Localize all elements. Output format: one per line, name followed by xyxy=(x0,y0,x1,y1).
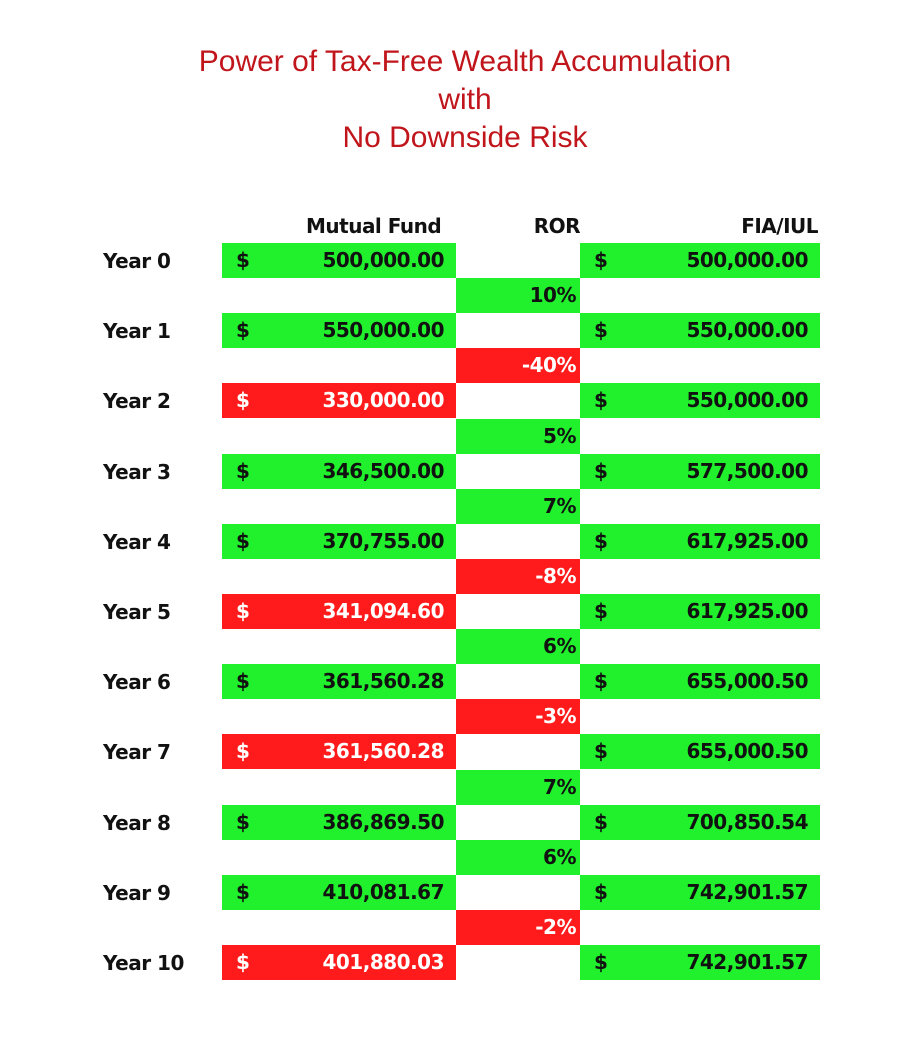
title-line-3: No Downside Risk xyxy=(342,121,588,154)
mutual-fund-value: 550,000.00 xyxy=(322,318,444,342)
ror-cell xyxy=(456,699,580,734)
fia-iul-cell xyxy=(580,243,820,278)
currency-symbol: $ xyxy=(594,248,608,272)
currency-symbol: $ xyxy=(236,318,250,342)
mutual-fund-value: 341,094.60 xyxy=(322,599,444,623)
year-label: Year 9 xyxy=(103,881,171,905)
column-header-mutual-fund: Mutual Fund xyxy=(306,214,442,238)
ror-value: 6% xyxy=(543,845,576,869)
currency-symbol: $ xyxy=(236,739,250,763)
ror-value: 7% xyxy=(543,494,576,518)
currency-symbol: $ xyxy=(236,459,250,483)
mutual-fund-cell xyxy=(222,664,456,699)
year-label: Year 5 xyxy=(103,600,171,624)
fia-iul-value: 617,925.00 xyxy=(686,599,808,623)
currency-symbol: $ xyxy=(594,950,608,974)
mutual-fund-cell xyxy=(222,945,456,980)
mutual-fund-cell xyxy=(222,243,456,278)
ror-cell xyxy=(456,419,580,454)
currency-symbol: $ xyxy=(236,810,250,834)
currency-symbol: $ xyxy=(594,739,608,763)
fia-iul-value: 742,901.57 xyxy=(686,880,808,904)
ror-value: -8% xyxy=(535,564,576,588)
ror-value: 5% xyxy=(543,424,576,448)
currency-symbol: $ xyxy=(594,880,608,904)
fia-iul-cell xyxy=(580,734,820,769)
year-label: Year 0 xyxy=(103,249,171,273)
year-label: Year 3 xyxy=(103,460,171,484)
mutual-fund-cell xyxy=(222,594,456,629)
fia-iul-value: 500,000.00 xyxy=(686,248,808,272)
year-label: Year 1 xyxy=(103,319,171,343)
currency-symbol: $ xyxy=(594,388,608,412)
fia-iul-value: 700,850.54 xyxy=(686,810,808,834)
currency-symbol: $ xyxy=(236,599,250,623)
mutual-fund-cell xyxy=(222,383,456,418)
fia-iul-value: 550,000.00 xyxy=(686,388,808,412)
ror-cell xyxy=(456,910,580,945)
ror-cell xyxy=(456,489,580,524)
fia-iul-value: 655,000.50 xyxy=(686,669,808,693)
ror-value: -3% xyxy=(535,704,576,728)
mutual-fund-value: 370,755.00 xyxy=(322,529,444,553)
mutual-fund-value: 330,000.00 xyxy=(322,388,444,412)
mutual-fund-value: 361,560.28 xyxy=(322,669,444,693)
currency-symbol: $ xyxy=(236,388,250,412)
currency-symbol: $ xyxy=(236,248,250,272)
title-line-2: with xyxy=(438,83,492,116)
currency-symbol: $ xyxy=(236,669,250,693)
ror-cell xyxy=(456,348,580,383)
ror-value: -2% xyxy=(535,915,576,939)
ror-cell xyxy=(456,770,580,805)
fia-iul-value: 617,925.00 xyxy=(686,529,808,553)
ror-cell xyxy=(456,629,580,664)
year-label: Year 2 xyxy=(103,389,171,413)
fia-iul-cell xyxy=(580,875,820,910)
mutual-fund-cell xyxy=(222,313,456,348)
ror-value: 6% xyxy=(543,634,576,658)
fia-iul-cell xyxy=(580,805,820,840)
currency-symbol: $ xyxy=(594,599,608,623)
ror-cell xyxy=(456,559,580,594)
fia-iul-cell xyxy=(580,454,820,489)
fia-iul-cell xyxy=(580,945,820,980)
year-label: Year 7 xyxy=(103,740,171,764)
fia-iul-cell xyxy=(580,594,820,629)
fia-iul-cell xyxy=(580,524,820,559)
column-header-fia-iul: FIA/IUL xyxy=(741,214,818,238)
currency-symbol: $ xyxy=(594,459,608,483)
ror-value: -40% xyxy=(521,353,576,377)
column-header-ror: ROR xyxy=(533,214,580,238)
mutual-fund-cell xyxy=(222,875,456,910)
ror-value: 7% xyxy=(543,775,576,799)
currency-symbol: $ xyxy=(594,669,608,693)
mutual-fund-value: 410,081.67 xyxy=(322,880,444,904)
mutual-fund-value: 401,880.03 xyxy=(322,950,444,974)
mutual-fund-value: 346,500.00 xyxy=(322,459,444,483)
ror-value: 10% xyxy=(529,283,576,307)
ror-cell xyxy=(456,840,580,875)
year-label: Year 10 xyxy=(103,951,184,975)
year-label: Year 4 xyxy=(103,530,171,554)
fia-iul-value: 655,000.50 xyxy=(686,739,808,763)
mutual-fund-cell xyxy=(222,524,456,559)
fia-iul-cell xyxy=(580,313,820,348)
ror-cell xyxy=(456,278,580,313)
mutual-fund-value: 386,869.50 xyxy=(322,810,444,834)
mutual-fund-value: 500,000.00 xyxy=(322,248,444,272)
mutual-fund-cell xyxy=(222,454,456,489)
title-line-1: Power of Tax-Free Wealth Accumulation xyxy=(198,45,732,78)
mutual-fund-cell xyxy=(222,805,456,840)
currency-symbol: $ xyxy=(236,950,250,974)
currency-symbol: $ xyxy=(594,529,608,553)
currency-symbol: $ xyxy=(594,318,608,342)
mutual-fund-cell xyxy=(222,734,456,769)
currency-symbol: $ xyxy=(594,810,608,834)
year-label: Year 6 xyxy=(103,670,171,694)
year-label: Year 8 xyxy=(103,811,171,835)
fia-iul-cell xyxy=(580,664,820,699)
fia-iul-value: 577,500.00 xyxy=(686,459,808,483)
currency-symbol: $ xyxy=(236,880,250,904)
fia-iul-cell xyxy=(580,383,820,418)
fia-iul-value: 742,901.57 xyxy=(686,950,808,974)
mutual-fund-value: 361,560.28 xyxy=(322,739,444,763)
fia-iul-value: 550,000.00 xyxy=(686,318,808,342)
currency-symbol: $ xyxy=(236,529,250,553)
